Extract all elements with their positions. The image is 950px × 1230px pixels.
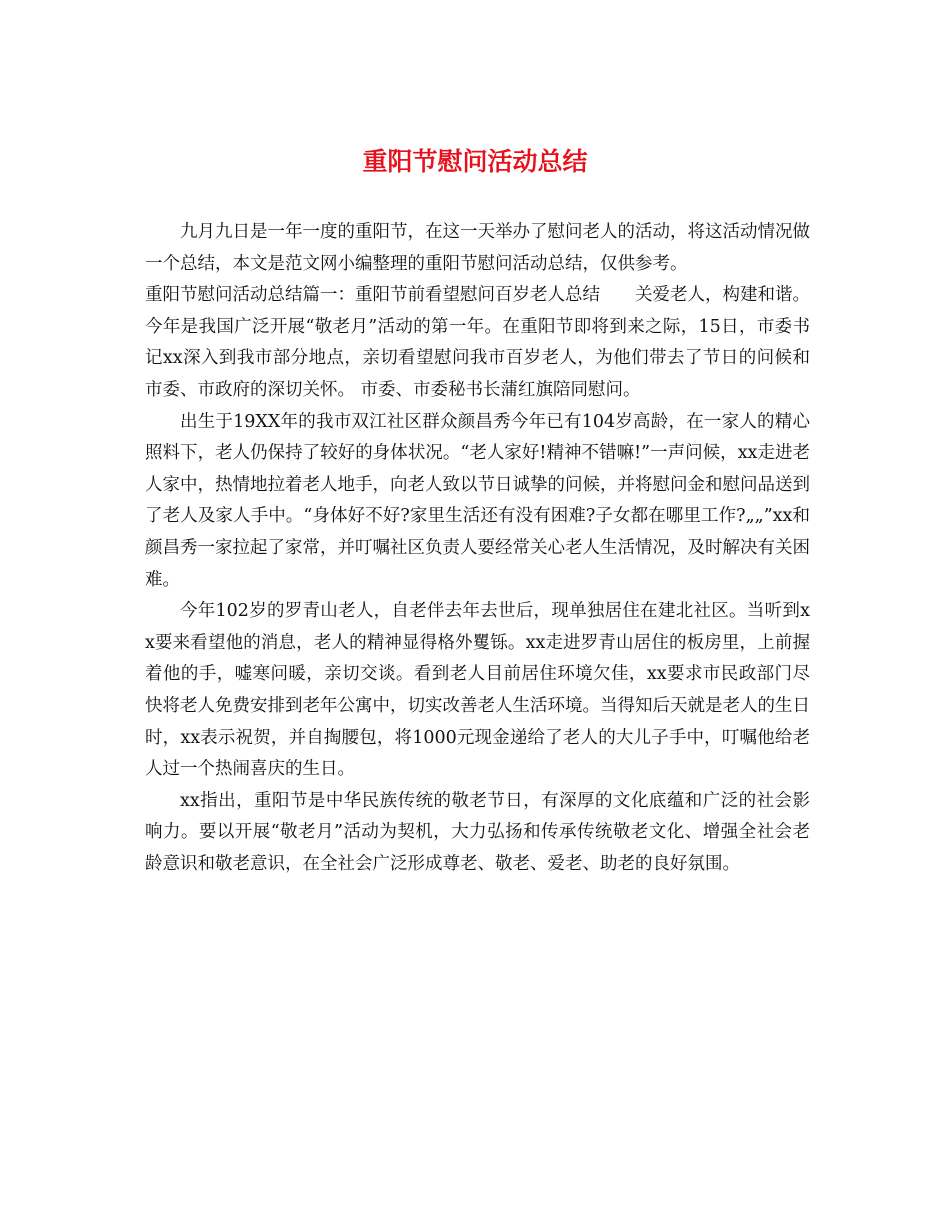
paragraph-conclusion: xx指出，重阳节是中华民族传统的敬老节日，有深厚的文化底蕴和广泛的社会影响力。要以开展“敬老月”活动为契机，大力弘扬和传承传统敬老文化、增强全社会老龄意识和敬老意识，在全社会广泛形成尊老、敬老、爱老、助老的良好氛围。 [145, 790, 810, 874]
document-body [145, 217, 810, 880]
paragraph-intro: 九月九日是一年一度的重阳节，在这一天举办了慰问老人的活动，将这活动情况做一个总结，本文是范文网小编整理的重阳节慰问活动总结，仅供参考。 [145, 222, 810, 274]
page-title: 重阳节慰问活动总结 [362, 147, 588, 176]
paragraph-summary-part-one: 重阳节慰问活动总结篇一：重阳节前看望慰问百岁老人总结 关爱老人，构建和谐。今年是我国广泛开展“敬老月”活动的第一年。在重阳节即将到来之际，15日，市委书记xx深入到我市部分地点，亲切看望慰问我市百岁老人，为他们带去了节日的问候和市委、市政府的深切关怀。 市委、市委秘书长蒲红旗陪同慰问。 [145, 285, 810, 400]
paragraph-yan-changxiu: 出生于19XX年的我市双江社区群众颜昌秀今年已有104岁高龄，在一家人的精心照料下，老人仍保持了较好的身体状况。“老人家好!精神不错嘛!”一声问候，xx走进老人家中，热情地拉着老人地手，向老人致以节日诚挚的问候，并将慰问金和慰问品送到了老人及家人手中。“身体好不好?家里生活还有没有困难?子女都在哪里工作?„„”xx和颜昌秀一家拉起了家常，并叮嘱社区负责人要经常关心老人生活情况，及时解决有关困难。 [145, 411, 810, 590]
paragraph-luo-qingshan: 今年102岁的罗青山老人，自老伴去年去世后，现单独居住在建北社区。当听到xx要来看望他的消息，老人的精神显得格外矍铄。xx走进罗青山居住的板房里，上前握着他的手，嘘寒问暖，亲切交谈。看到老人目前居住环境欠佳，xx要求市民政部门尽快将老人免费安排到老年公寓中，切实改善老人生活环境。当得知后天就是老人的生日时，xx表示祝贺，并自掏腰包，将1000元现金递给了老人的大儿子手中，叮嘱他给老人过一个热闹喜庆的生日。 [145, 601, 810, 780]
